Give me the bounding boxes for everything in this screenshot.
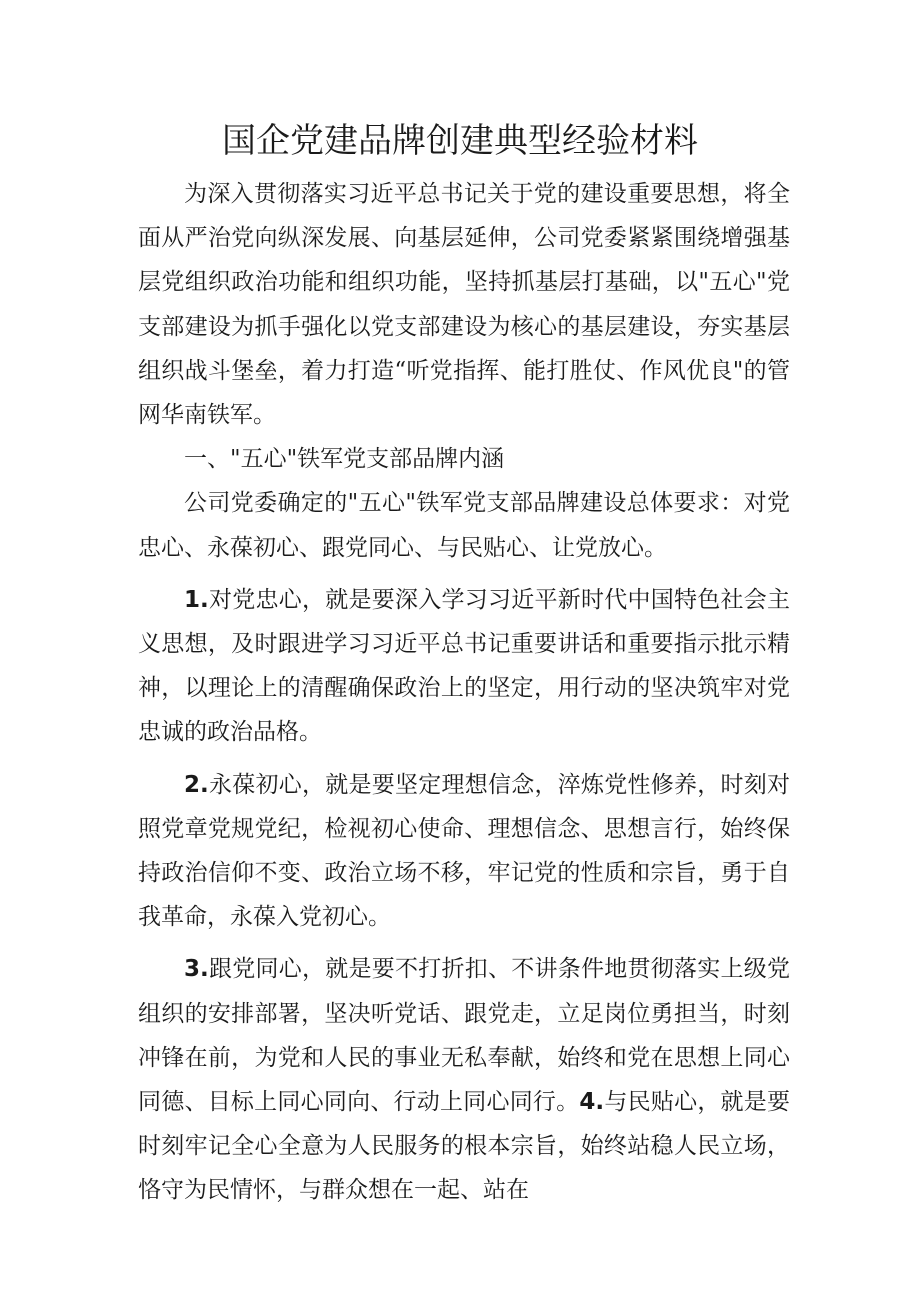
item-text: 跟党同心，就是要不打折扣、不讲条件地贯彻落实上级党组织的安排部署，坚决听党话、跟党走，立足岗位勇担当，时刻冲锋在前，为党和人民的事业无私奉献，始终和党在思想上同心同德、目标上同心同向、行动上同心同行。 [138, 956, 790, 1116]
item-text: 与民贴心，就是要时刻牢记全心全意为人民服务的根本宗旨，始终站稳人民立场，恪守为民情怀，与群众想在一起、站在 [138, 1089, 791, 1204]
item-text: 对党忠心，就是要深入学习习近平新时代中国特色社会主义思想，及时跟进学习习近平总书记重要讲话和重要指示批示精神，以理论上的清醒确保政治上的坚定，用行动的坚决筑牢对党忠诚的政治品格。 [138, 586, 790, 746]
document-title: 国企党建品牌创建典型经验材料 [222, 121, 698, 161]
item-paragraph-2 [138, 763, 790, 940]
item-text: 永葆初心，就是要坚定理想信念，淬炼党性修养，时刻对照党章党规党纪，检视初心使命、理想信念、思想言行，始终保持政治信仰不变、政治立场不移，牢记党的性质和宗旨，勇于自我革命，永葆入党初心。 [138, 771, 790, 931]
item-number: 3. [184, 956, 209, 983]
item-paragraph-3 [138, 947, 790, 1212]
item-paragraph-1 [138, 578, 790, 755]
item-number: 1. [184, 586, 209, 613]
item-number: 4. [579, 1089, 605, 1116]
section-heading: 一、"五心"铁军党支部品牌内涵 [184, 446, 505, 473]
document-body [138, 172, 790, 1213]
intro-paragraph: 为深入贯彻落实习近平总书记关于党的建设重要思想，将全面从严治党向纵深发展、向基层延伸，公司党委紧紧围绕增强基层党组织政治功能和组织功能，坚持抓基层打基础，以"五心"党支部建设为抓手强化以党支部建设为核心的基层建设，夯实基层组织战斗堡垒，着力打造“听党指挥、能打胜仗、作风优良"的管网华南铁军。 [138, 181, 790, 429]
overview-paragraph: 公司党委确定的"五心"铁军党支部品牌建设总体要求：对党忠心、永葆初心、跟党同心、与民贴心、让党放心。 [138, 490, 790, 561]
item-number: 2. [184, 771, 209, 798]
